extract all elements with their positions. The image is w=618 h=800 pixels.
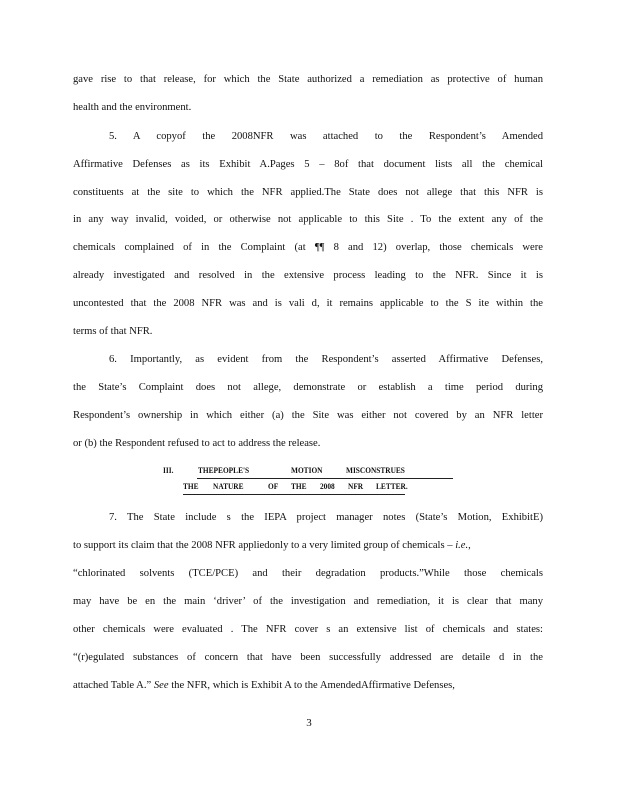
text-line: uncontested that the 2008 NFR was and is vali d, it remains applicable to the S ite within the: [73, 298, 543, 309]
text-line: terms of that NFR.: [73, 326, 153, 337]
italic-text: i.e.,: [455, 540, 471, 551]
text-line: chemicals complained of in the Complaint (at ¶¶ 8 and 12) overlap, those chemicals were: [73, 242, 543, 253]
text-line: Affirmative Defenses as its Exhibit A.Pages 5 – 8of that document lists all the chemical: [73, 159, 543, 170]
heading-word: THE: [291, 482, 307, 491]
text-line: “chlorinated solvents (TCE/PCE) and their degradation products.”While those chemicals: [73, 568, 543, 579]
text-line: already investigated and resolved in the extensive process leading to the NFR. Since it is: [73, 270, 543, 281]
heading-word: OF: [268, 482, 279, 491]
text-line: in any way invalid, voided, or otherwise not applicable to this Site . To the extent any of the: [73, 214, 543, 225]
paragraph-6-start: 6. Importantly, as evident from the Respondent’s asserted Affirmative Defenses,: [109, 354, 543, 365]
paragraph-5-start: 5. A copyof the 2008NFR was attached to the Respondent’s Amended: [109, 131, 543, 142]
text-line: may have be en the main ‘driver’ of the investigation and remediation, it is clear that many: [73, 596, 543, 607]
heading-underline: [197, 478, 453, 479]
heading-word: THE: [183, 482, 199, 491]
paragraph-7-start: 7. The State include s the IEPA project manager notes (State’s Motion, ExhibitE): [109, 512, 543, 523]
heading-word: THEPEOPLE'S: [198, 466, 250, 475]
text-line: the State’s Complaint does not allege, demonstrate or establish a time period during: [73, 382, 543, 393]
text-line: constituents at the site to which the NFR applied.The State does not allege that this NFR is: [73, 187, 543, 198]
heading-word: MOTION: [291, 466, 323, 475]
text-line: to support its claim that the 2008 NFR appliedonly to a very limited group of chemicals – i.e.,: [73, 540, 471, 551]
text-line: “(r)egulated substances of concern that have been successfully addressed are detaile d in the: [73, 652, 543, 663]
text-line: gave rise to that release, for which the State authorized a remediation as protective of human: [73, 74, 543, 85]
heading-word: MISCONSTRUES: [346, 466, 405, 475]
heading-word: LETTER.: [376, 482, 408, 491]
text-line: health and the environment.: [73, 102, 192, 113]
heading-word: NFR: [348, 482, 364, 491]
heading-number: III.: [163, 466, 174, 475]
heading-underline: [183, 494, 405, 495]
heading-word: NATURE: [213, 482, 244, 491]
page-number: 3: [306, 717, 312, 729]
heading-word: 2008: [320, 482, 335, 491]
text-line: Respondent’s ownership in which either (a) the Site was either not covered by an NFR letter: [73, 410, 543, 421]
italic-text: See: [153, 680, 169, 691]
text-line: or (b) the Respondent refused to act to address the release.: [73, 438, 321, 449]
text-line: other chemicals were evaluated . The NFR cover s an extensive list of chemicals and states:: [73, 624, 543, 635]
text-line: attached Table A.” See the NFR, which is Exhibit A to the AmendedAffirmative Defenses,: [73, 680, 455, 691]
